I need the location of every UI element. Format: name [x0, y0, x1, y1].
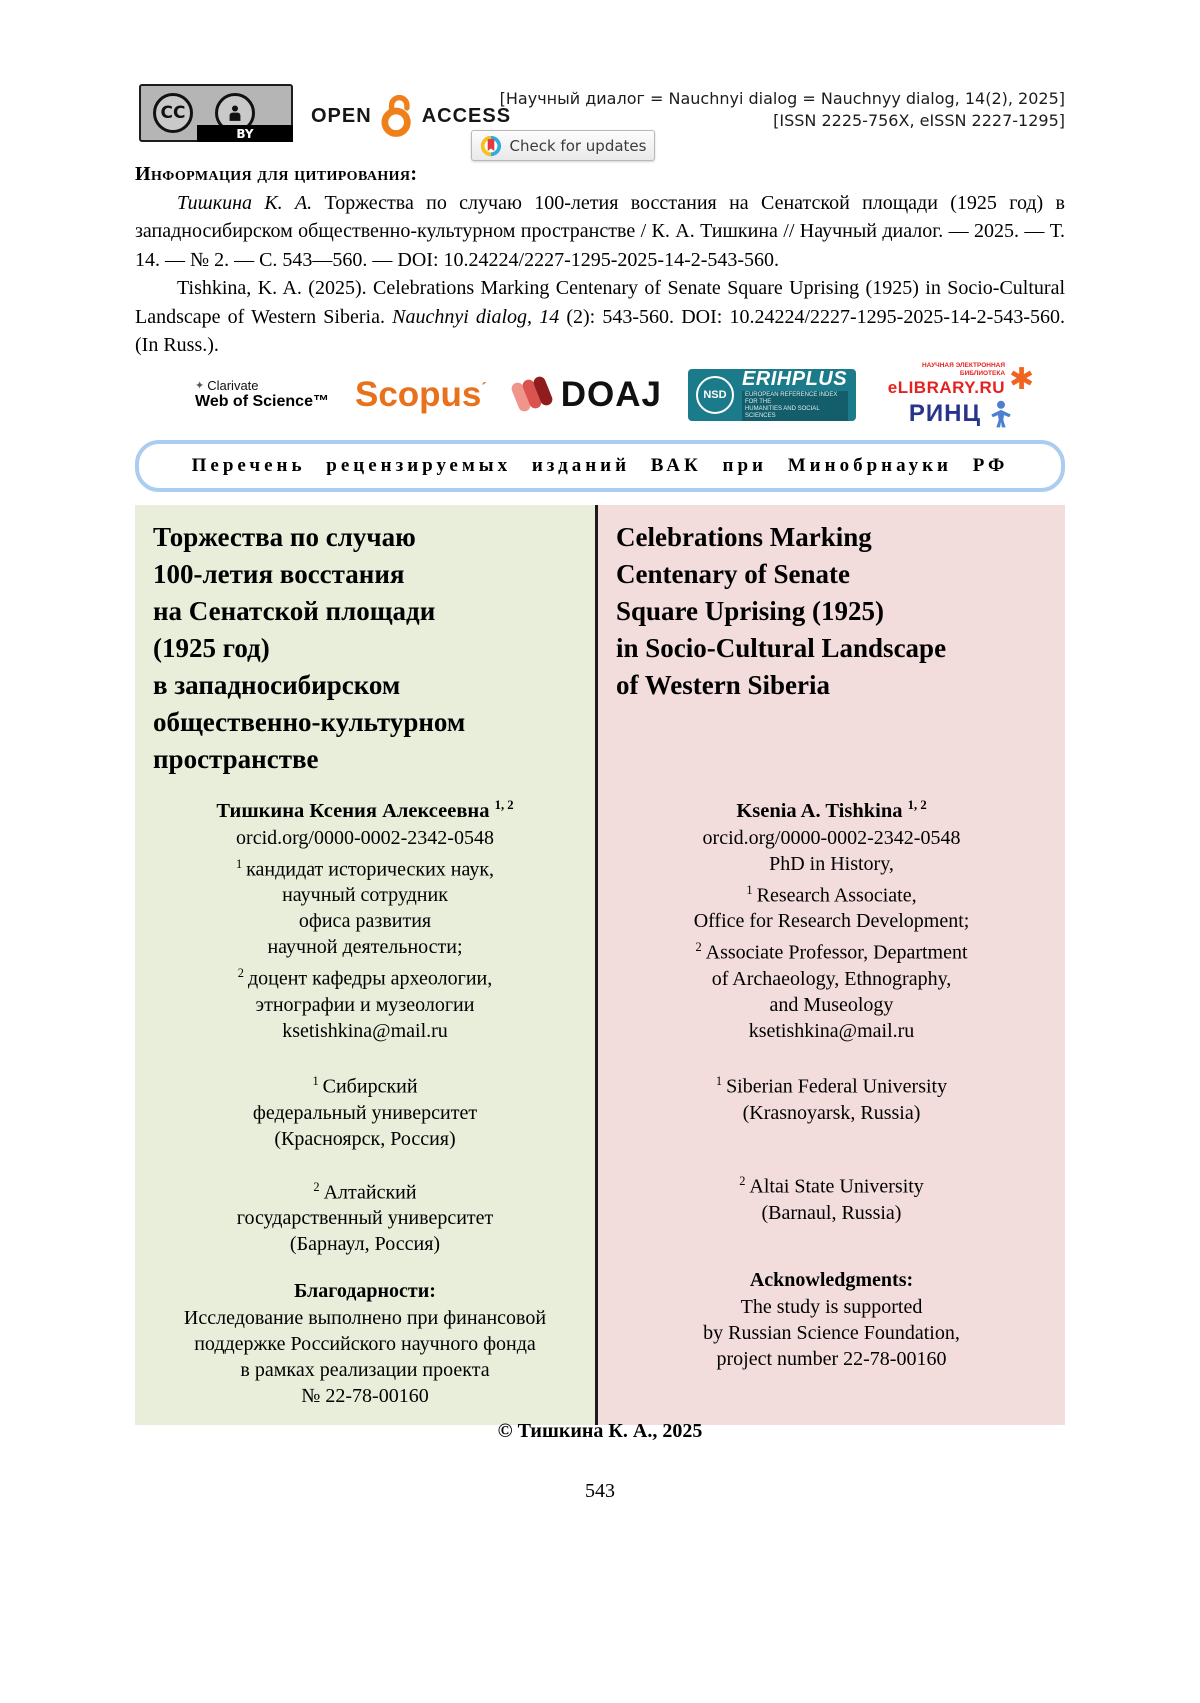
author-name-ru: Тишкина Ксения Алексеевна $^{1, 2}$ [216, 798, 514, 822]
nsd-icon: NSD [696, 376, 734, 414]
elibrary-tagline-1: НАУЧНАЯ ЭЛЕКТРОННАЯ [921, 362, 1006, 369]
cc-by-label: BY [197, 125, 293, 142]
russian-column [135, 505, 595, 1425]
citation-en-journal: Nauchnyi dialog, 14 [392, 305, 560, 328]
acknowledgments-en: Acknowledgments: The study is supported by Russian Science Foundation, project number 22-78-00160 [616, 1266, 1047, 1372]
clarivate-icon: ✦ [195, 380, 205, 393]
elibrary-flower-icon: ✱ [1009, 363, 1035, 396]
orcid-en: orcid.org/0000-0002-2342-0548 [702, 826, 961, 849]
acknowledgments-heading-ru: Благодарности: [294, 1280, 436, 1303]
author-email-ru: ksetishkina@mail.ru [282, 1020, 448, 1043]
affiliation-2-en: $^2$ Altai State University (Barnaul, Russia) [739, 1174, 924, 1224]
elibrary-tagline-2: БИБЛИОТЕКА [959, 370, 1006, 377]
title-ru-line: в западносибирском [153, 670, 401, 700]
page-number: 543 [585, 1480, 615, 1502]
citation-en-after: (2): 543-560. DOI: 10.24224/2227-1295-2025-14-2-543-560. (In Russ.). [135, 305, 1065, 356]
journal-title-line: [Научный диалог = Nauchnyi dialog = Nauchnyy dialog, 14(2), 2025] [499, 89, 1065, 108]
cc-icon: CC [153, 93, 193, 133]
citation-english [135, 274, 1065, 360]
affiliation-2-ru: $^2$ Алтайский государственный университет (Барнаул, Россия) [236, 1179, 494, 1256]
author-position-line: PhD in History, [769, 852, 894, 875]
indexing-logos-row [195, 356, 1040, 434]
journal-info [500, 88, 1065, 132]
affiliation-1-en: $^1$ Siberian Federal University (Krasnoyarsk, Russia) [715, 1074, 948, 1124]
title-en-line: Celebrations Marking [616, 522, 872, 552]
citation-section [135, 160, 1065, 360]
author-position-line: научной деятельности; [267, 936, 463, 959]
cc-by-license-badge [139, 84, 293, 142]
web-of-science-logo [195, 379, 329, 411]
citation-russian [135, 189, 1065, 275]
english-column [598, 505, 1065, 1425]
article-title-ru [153, 519, 577, 791]
doaj-logo [513, 375, 662, 415]
citation-ru-text: Торжества по случаю 100-летия восстания на Сенатской площади (1925 год) в западносибирском общественно-культурном пространстве / К. А. Тишкина // Научный диалог. — 2025. — Т. 14. — № 2. — С. 543—560. — DOI: 10.24224/2227-1295-2025-14-2-543-560. [135, 191, 1065, 271]
acknowledgments-heading-en: Acknowledgments: [749, 1269, 914, 1292]
author-position-line: научный сотрудник [282, 884, 448, 907]
author-name-en: Ksenia A. Tishkina $^{1, 2}$ [736, 798, 927, 822]
erih-subtitle-2: HUMANITIES AND SOCIAL SCIENCES [744, 406, 820, 419]
author-position-line: $^1$ Research Associate, [746, 882, 917, 907]
title-ru-line: Торжества по случаю [153, 522, 416, 552]
vak-banner [135, 440, 1065, 492]
author-position-line: of Archaeology, Ethnography, [711, 968, 952, 991]
scopus-logo [355, 375, 487, 415]
title-ru-line: пространстве [153, 744, 319, 774]
check-for-updates-label: Check for updates [509, 136, 647, 155]
citation-heading: Информация для цитирования: [135, 163, 418, 185]
article-title-en [616, 519, 1047, 791]
elibrary-rinc-logo [882, 362, 1040, 428]
open-lock-icon [379, 94, 415, 138]
rinc-person-icon [989, 400, 1013, 428]
title-ru-line: 100-летия восстания [153, 559, 405, 589]
vak-banner-text: Перечень рецензируемых изданий ВАК при Минобрнауки РФ [191, 455, 1009, 476]
crossmark-icon [480, 135, 502, 157]
title-en-line: in Socio-Cultural Landscape [616, 633, 947, 663]
header [135, 82, 1065, 164]
open-access-access-text: ACCESS [421, 104, 512, 127]
copyright-line: © Тишкина К. А., 2025 [497, 1420, 703, 1442]
author-position-line: Office for Research Development; [693, 910, 970, 933]
title-ru-line: (1925 год) [153, 633, 270, 663]
clarivate-label: Clarivate [207, 378, 259, 394]
author-position-line: and Museology [769, 994, 894, 1017]
title-ru-line: на Сенатской площади [153, 596, 436, 626]
title-en-line: Centenary of Senate [616, 559, 850, 589]
orcid-ru: orcid.org/0000-0002-2342-0548 [236, 826, 494, 849]
author-email-en: ksetishkina@mail.ru [748, 1020, 915, 1043]
scopus-mark: ´ [481, 380, 487, 398]
author-position-line: $^2$ доцент кафедры археологии, [237, 966, 493, 991]
rinc-label: РИНЦ [908, 400, 982, 427]
erih-plus-label: ERIHPLUS [741, 368, 848, 390]
author-position-line: этнографии и музеологии [255, 994, 475, 1017]
author-position-line: $^1$ кандидат исторических наук, [235, 856, 495, 881]
check-for-updates-button[interactable] [471, 130, 655, 161]
web-of-science-label: Web of Science™ [195, 393, 329, 411]
title-en-line: Square Uprising (1925) [616, 596, 885, 626]
doaj-leaves-icon [513, 376, 555, 414]
erih-plus-badge [688, 369, 856, 421]
author-position-line: офиса развития [298, 910, 432, 933]
scopus-label: Scopus [354, 375, 482, 414]
doaj-label: DOAJ [560, 375, 662, 414]
acknowledgments-ru: Благодарности: Исследование выполнено при финансовой поддержке Российского научного фонда в рамках реализации проекта № 22-78-00160 [153, 1277, 577, 1409]
author-position-line: $^2$ Associate Professor, Department [695, 940, 968, 965]
open-access-open-text: OPEN [311, 104, 372, 127]
issn-line: [ISSN 2225-756X, eISSN 2227-1295] [773, 111, 1065, 130]
title-ru-line: общественно-культурном [153, 707, 466, 737]
affiliation-1-ru: $^1$ Сибирский федеральный университет (Красноярск, Россия) [252, 1074, 478, 1150]
citation-en-before: Tishkina, K. A. (2025). Celebrations Marking Centenary of Senate Square Uprising (1925) in Socio-Cultural Landscape of Western Siberia. [135, 277, 1065, 328]
elibrary-label: eLIBRARY.RU [887, 378, 1006, 397]
title-en-line: of Western Siberia [616, 670, 830, 700]
citation-ru-author: Тишкина К. А. [177, 191, 313, 214]
erih-subtitle-1: EUROPEAN REFERENCE INDEX FOR THE [744, 392, 838, 405]
title-author-columns [135, 505, 1065, 1425]
